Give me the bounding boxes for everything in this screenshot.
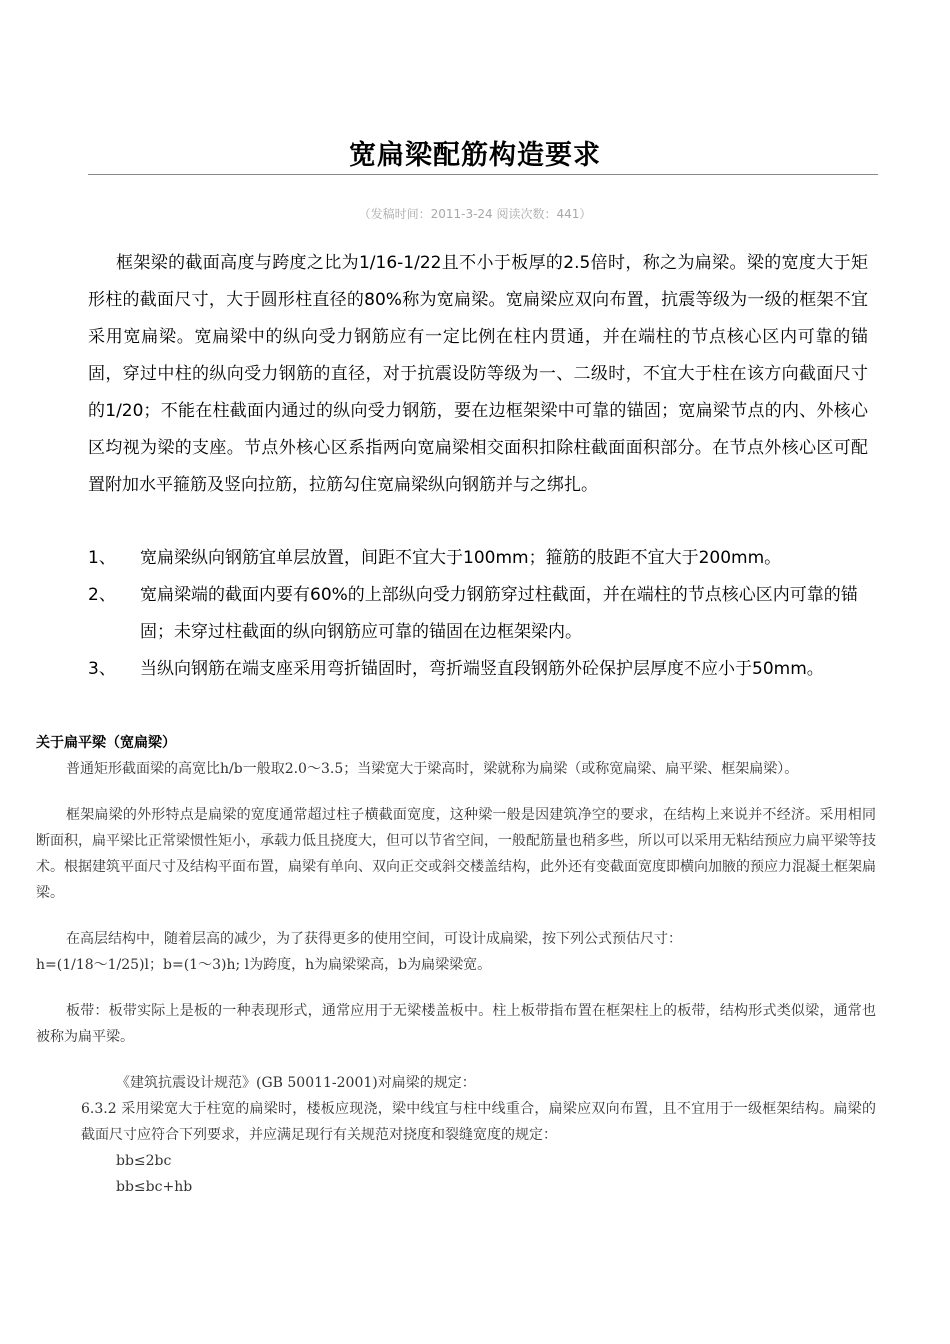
list-item-text: 当纵向钢筋在端支座采用弯折锚固时，弯折端竖直段钢筋外砼保护层厚度不应小于50mm。 bbox=[140, 659, 824, 679]
section-paragraph: 板带：板带实际上是板的一种表现形式，通常应用于无梁楼盖板中。柱上板带指布置在框架柱上的板带，结构形式类似梁，通常也被称为扁平梁。 bbox=[36, 1003, 876, 1045]
size-formula: h=(1/18～1/25)l；b=(1～3)h; l为跨度，h为扁梁梁高，b为扁梁梁宽。 bbox=[36, 957, 492, 973]
list-item bbox=[88, 577, 868, 651]
list-item-number: 3、 bbox=[88, 659, 116, 679]
list-item bbox=[88, 540, 868, 577]
title-divider bbox=[88, 174, 878, 175]
list-item-text: 宽扁梁纵向钢筋宜单层放置，间距不宜大于100mm；箍筋的肢距不宜大于200mm。 bbox=[140, 548, 782, 568]
section-paragraph: 框架扁梁的外形特点是扁梁的宽度通常超过柱子横截面宽度，这种梁一般是因建筑净空的要求，在结构上来说并不经济。采用相同断面积，扁平梁比正常梁惯性矩小，承载力低且挠度大，但可以节省空间，一般配筋量也稍多些，所以可以采用无粘结预应力扁平梁等技术。根据建筑平面尺寸及结构平面布置，扁梁有单向、双向正交或斜交楼盖结构，此外还有变截面宽度即横向加腋的预应力混凝土框架扁梁。 bbox=[36, 807, 876, 901]
list-item bbox=[88, 651, 868, 688]
intro-paragraph: 框架梁的截面高度与跨度之比为1/16-1/22且不小于板厚的2.5倍时，称之为扁梁。梁的宽度大于矩形柱的截面尺寸，大于圆形柱直径的80%称为宽扁梁。宽扁梁应双向布置，抗震等级为一级的框架不宜采用宽扁梁。宽扁梁中的纵向受力钢筋应有一定比例在柱内贯通，并在端柱的节点核心区内可靠的锚固，穿过中柱的纵向受力钢筋的直径，对于抗震设防等级为一、二级时，不宜大于柱在该方向截面尺寸的1/20；不能在柱截面内通过的纵向受力钢筋，要在边框架梁中可靠的锚固；宽扁梁节点的内、外核心区均视为梁的支座。节点外核心区系指两向宽扁梁相交面积扣除柱截面面积部分。在节点外核心区可配置附加水平箍筋及竖向拉筋，拉筋勾住宽扁梁纵向钢筋并与之绑扎。 bbox=[88, 253, 868, 495]
list-item-number: 1、 bbox=[88, 548, 116, 568]
code-reference: 《建筑抗震设计规范》(GB 50011-2001)对扁梁的规定： bbox=[116, 1075, 476, 1091]
requirements-list bbox=[88, 540, 868, 688]
article-title: 宽扁梁配筋构造要求 bbox=[349, 140, 601, 171]
article-meta: （发稿时间：2011-3-24 阅读次数：441） bbox=[358, 207, 592, 221]
list-item-text: 宽扁梁端的截面内要有60%的上部纵向受力钢筋穿过柱截面，并在端柱的节点核心区内可靠的锚固；未穿过柱截面的纵向钢筋应可靠的锚固在边框架梁内。 bbox=[140, 585, 858, 642]
section-heading: 关于扁平梁（宽扁梁） bbox=[36, 735, 176, 751]
section-paragraph: 普通矩形截面梁的高宽比h/b一般取2.0～3.5；当梁宽大于梁高时，梁就称为扁梁（或称宽扁梁、扁平梁、框架扁梁）。 bbox=[66, 761, 799, 777]
list-item-number: 2、 bbox=[88, 585, 116, 605]
section-paragraph: 在高层结构中，随着层高的减少，为了获得更多的使用空间，可设计成扁梁，按下列公式预估尺寸： bbox=[66, 931, 682, 947]
code-clause: 6.3.2 采用梁宽大于柱宽的扁梁时，楼板应现浇，梁中线宜与柱中线重合，扁梁应双向布置，且不宜用于一级框架结构。扁梁的截面尺寸应符合下列要求，并应满足现行有关规范对挠度和裂缝宽度的规定： bbox=[81, 1101, 876, 1143]
equation: bb≤bc+hb bbox=[116, 1179, 193, 1195]
equation: bb≤2bc bbox=[116, 1153, 172, 1169]
flat-beam-section bbox=[36, 730, 876, 1200]
